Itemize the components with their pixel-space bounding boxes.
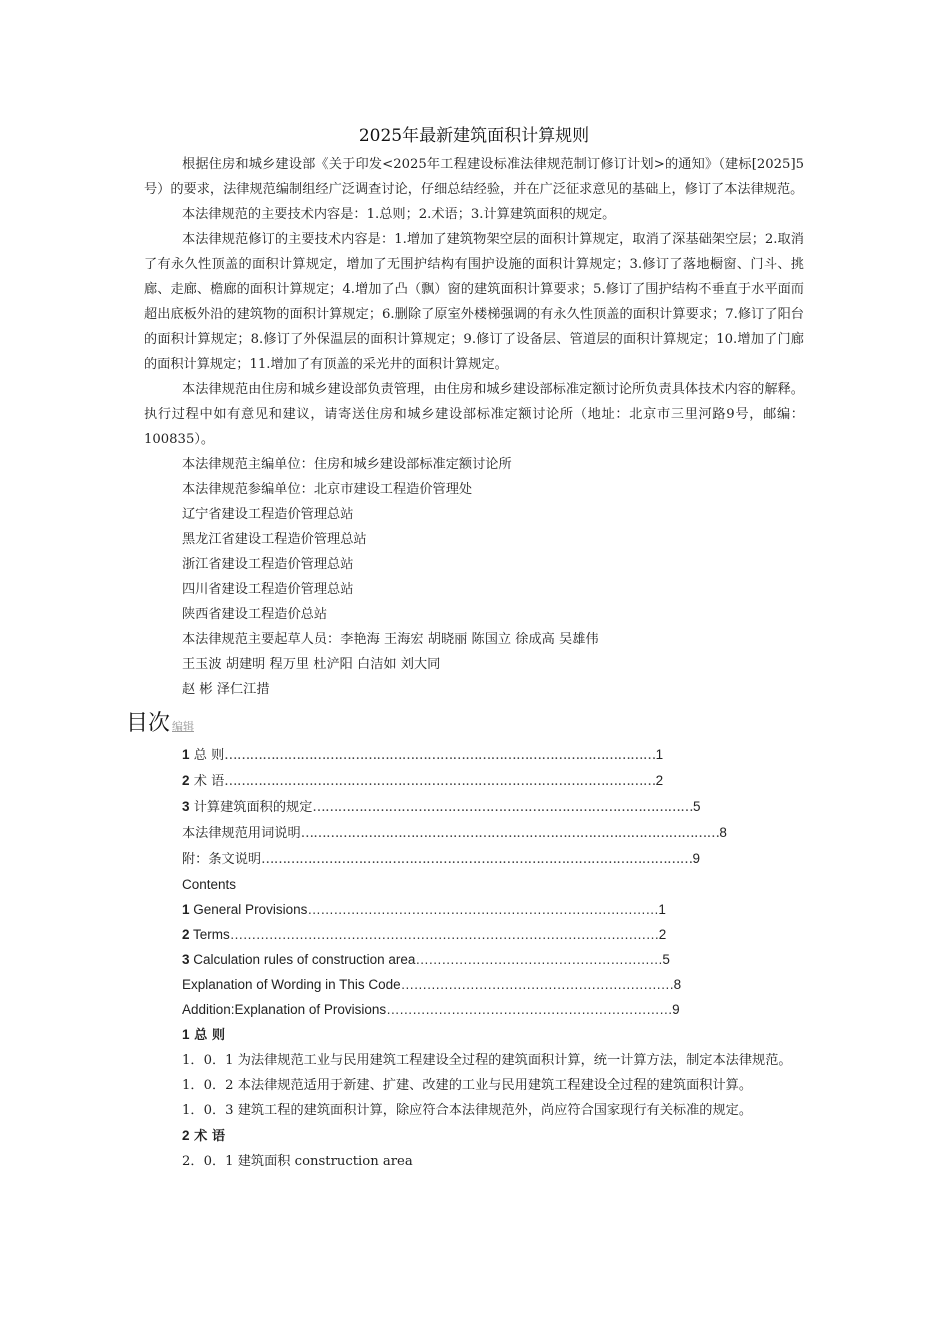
toc-entry-leader: ……………………………………………………………………………………… <box>300 826 720 841</box>
intro-paragraph: 本法律规范由住房和城乡建设部负责管理，由住房和城乡建设部标准定额讨论所负责具体技术内容的解释。执行过程中如有意见和建议，请寄送住房和城乡建设部标准定额讨论所（地址：北京市三里河路9号，邮编：100835）。 <box>144 382 804 447</box>
toc-entry-page: 2 <box>658 927 667 942</box>
toc-entry-number: 1 <box>182 902 190 917</box>
toc-entry-page: 1 <box>655 747 664 762</box>
participant-line: 浙江省建设工程造价管理总站 <box>182 557 354 572</box>
intro-paragraph: 根据住房和城乡建设部《关于印发<2025年工程建设标准法律规范制订修订计划>的通知》（建标[2025]5号）的要求，法律规范编制组经广泛调查讨论，仔细总结经验，并在广泛征求意见的基础上，修订了本法律规范。 <box>144 157 804 197</box>
toc-entry-leader: ……………………………………………………… <box>400 977 674 992</box>
toc-entry-page: 8 <box>719 825 727 840</box>
toc-entry-label: Addition:Explanation of Provisions <box>182 1002 387 1017</box>
toc-entry-en[interactable] <box>144 947 804 972</box>
clause: 1．0．2 本法律规范适用于新建、扩建、改建的工业与民用建筑工程建设全过程的建筑面积计算。 <box>182 1078 753 1093</box>
edit-link[interactable]: 编辑 <box>172 720 195 733</box>
toc-entry-en[interactable] <box>144 922 804 947</box>
toc-entry-label: 计算建筑面积的规定 <box>193 800 313 815</box>
toc-entry-number: 2 <box>182 773 190 788</box>
participant-line: 陕西省建设工程造价总站 <box>182 607 328 622</box>
toc-entry-leader: ………………………………………………………………………………………… <box>261 852 693 867</box>
drafters-line: 王玉波 胡建明 程万里 杜浐阳 白洁如 刘大同 <box>182 657 441 672</box>
section-number: 2 <box>182 1128 190 1143</box>
toc-entry-leader: ……………………………………………………………………………… <box>312 800 694 815</box>
toc-entry[interactable] <box>144 820 804 846</box>
document-page <box>126 124 804 1174</box>
toc-entry-label: 附：条文说明 <box>182 852 262 867</box>
contents-heading: Contents <box>182 877 237 892</box>
clause: 1．0．1 为法律规范工业与民用建筑工程建设全过程的建筑面积计算，统一计算方法，制定本法律规范。 <box>182 1053 792 1068</box>
section-number: 1 <box>182 1027 190 1042</box>
toc-entry[interactable] <box>144 768 804 794</box>
document-title: 2025年最新建筑面积计算规则 <box>358 126 590 146</box>
toc-entry[interactable] <box>144 794 804 820</box>
toc-entry-page: 1 <box>658 902 666 917</box>
toc-entry-leader: ……………………………………………………………………… <box>307 902 659 917</box>
section-title: 术 语 <box>194 1129 226 1144</box>
toc-entry-en[interactable] <box>144 972 804 997</box>
toc-entry-page: 9 <box>672 1002 680 1017</box>
toc-entry-page: 5 <box>662 952 670 967</box>
drafters-line: 赵 彬 泽仁江措 <box>182 682 270 697</box>
chief-editor-line: 本法律规范主编单位：住房和城乡建设部标准定额讨论所 <box>182 457 512 472</box>
participant-line: 本法律规范参编单位：北京市建设工程造价管理处 <box>182 482 473 497</box>
toc-entry-leader: ………………………………………………………………………………………… <box>224 774 656 789</box>
toc-entry-label: 术 语 <box>193 774 225 789</box>
toc-entry-page: 8 <box>673 977 682 992</box>
toc-entry-number: 3 <box>182 952 190 967</box>
participant-line: 四川省建设工程造价管理总站 <box>182 582 354 597</box>
toc-entry-leader: ……………………………………………………………………………………… <box>229 927 659 942</box>
section-heading <box>144 1123 804 1149</box>
toc-entry-leader: ………………………………………………… <box>415 952 663 967</box>
intro-paragraph: 本法律规范修订的主要技术内容是：1.增加了建筑物架空层的面积计算规定，取消了深基础架空层；2.取消了有永久性顶盖的面积计算规定，增加了无围护结构有围护设施的面积计算规定；3.修订了落地橱窗、门斗、挑廊、走廊、檐廊的面积计算规定；4.增加了凸（飘）窗的建筑面积计算要求；5.修订了围护结构不垂直于水平面而超出底板外沿的建筑物的面积计算规定；6.删除了原室外楼梯强调的有永久性顶盖的面积计算要求；7.修订了阳台的面积计算规定；8.修订了外保温层的面积计算规定；9.修订了设备层、管道层的面积计算规定；10.增加了门廊的面积计算规定；11.增加了有顶盖的采光井的面积计算规定。 <box>144 232 804 372</box>
toc-entry[interactable] <box>144 846 804 872</box>
toc-entry-number: 2 <box>182 927 190 942</box>
toc-entry-en[interactable] <box>144 897 804 922</box>
toc-entry-label: Terms <box>193 927 230 942</box>
intro-paragraph: 本法律规范的主要技术内容是：1.总则；2.术语；3.计算建筑面积的规定。 <box>182 207 616 222</box>
section-title: 总 则 <box>194 1028 226 1043</box>
drafters-line: 本法律规范主要起草人员：李艳海 王海宏 胡晓丽 陈国立 徐成高 吴雄伟 <box>182 632 599 647</box>
toc-entry-page: 2 <box>655 773 664 788</box>
toc-entry-leader: ………………………………………………………… <box>386 1002 673 1017</box>
toc-entry[interactable] <box>144 742 804 768</box>
clause: 2．0．1 建筑面积 construction area <box>182 1154 413 1169</box>
participant-line: 黑龙江省建设工程造价管理总站 <box>182 532 367 547</box>
clause: 1．0．3 建筑工程的建筑面积计算，除应符合本法律规范外，尚应符合国家现行有关标准的规定。 <box>182 1103 753 1118</box>
toc-title: 目次 <box>126 711 171 736</box>
toc-entry-page: 9 <box>692 851 701 866</box>
toc-entry-page: 5 <box>693 799 701 814</box>
toc-entry-label: Calculation rules of construction area <box>193 952 416 967</box>
participant-line: 辽宁省建设工程造价管理总站 <box>182 507 354 522</box>
toc-entry-number: 3 <box>182 799 190 814</box>
toc-entry-label: 本法律规范用词说明 <box>182 826 301 841</box>
toc-entry-label: General Provisions <box>193 902 308 917</box>
section-heading <box>144 1022 804 1048</box>
toc-heading <box>126 706 804 742</box>
toc-entry-label: Explanation of Wording in This Code <box>182 977 401 992</box>
toc-entry-en[interactable] <box>144 997 804 1022</box>
toc-entry-leader: ………………………………………………………………………………………… <box>224 748 656 763</box>
toc-entry-label: 总 则 <box>193 748 225 763</box>
toc-entry-number: 1 <box>182 747 190 762</box>
